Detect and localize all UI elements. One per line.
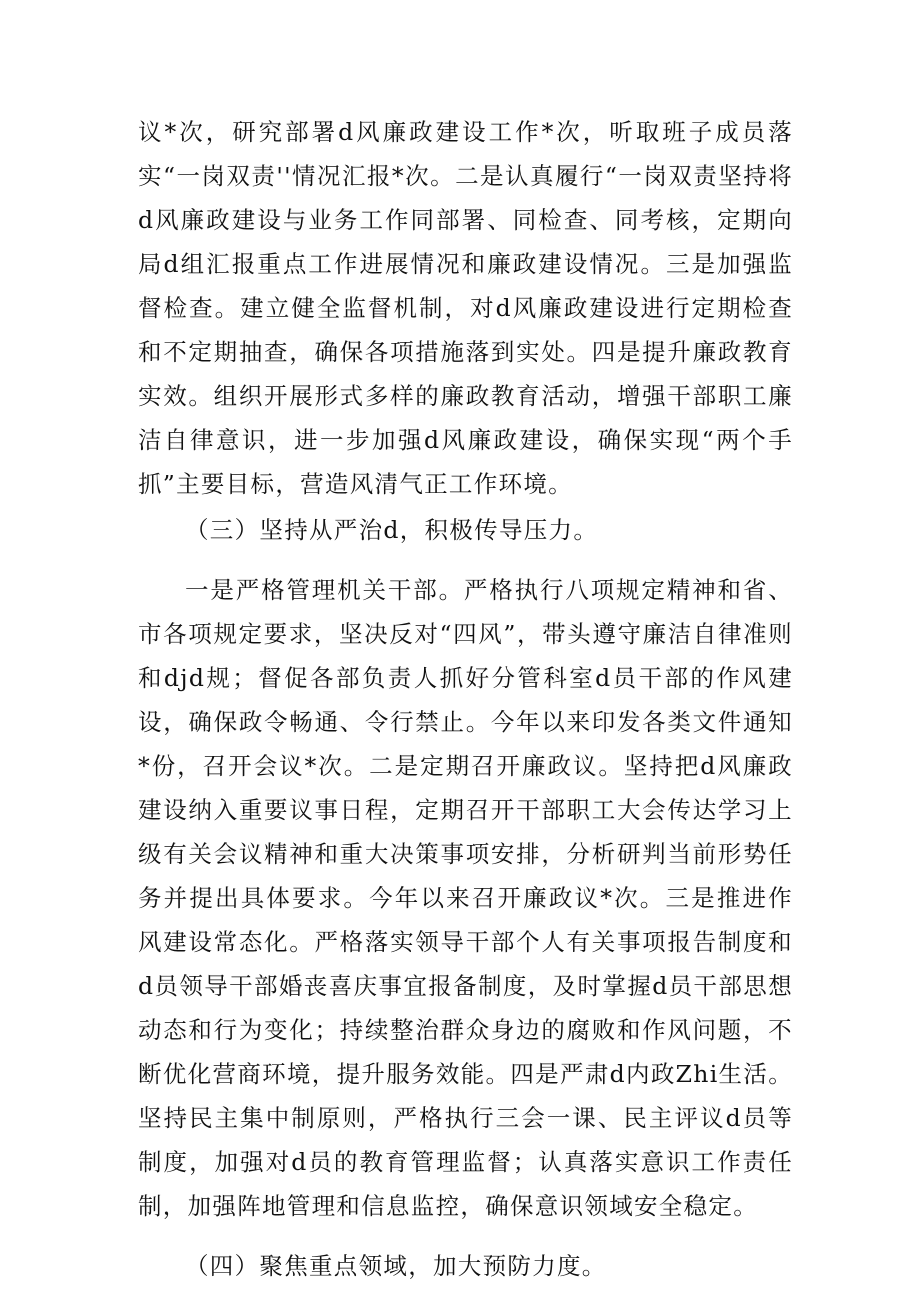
section-heading-3: （三）坚持从严治d，积极传导压力。 [185, 516, 599, 544]
section-heading-4: （四）聚焦重点领域，加大预防力度。 [185, 1252, 607, 1280]
paragraph-strict-governance: 一是严格管理机关干部。严格执行八项规定精神和省、市各项规定要求，坚决反对“四风”，带头遵守廉洁自律准则和djd规；督促各部负责人抓好分管科室d员干部的作风建设，确保政令畅通、令行禁止。今年以来印发各类文件通知*份，召开会议*次。二是定期召开廉政议。坚持把d风廉政建设纳入重要议事日程，定期召开干部职工大会传达学习上级有关会议精神和重大决策事项安排，分析研判当前形势任务并提出具体要求。今年以来召开廉政议*次。三是推进作风建设常态化。严格落实领导干部个人有关事项报告制度和d员领导干部婚丧喜庆事宜报备制度，及时掌握d员干部思想动态和行为变化；持续整治群众身边的腐败和作风问题，不断优化营商环境，提升服务效能。四是严肃d内政Zhi生活。坚持民主集中制原则，严格执行三会一课、民主评议d员等制度，加强对d员的教育管理监督；认真落实意识工作责任制，加强阵地管理和信息监控，确保意识领域安全稳定。 [138, 576, 793, 1220]
document-body [138, 110, 793, 1288]
paragraph-party-conduct-work: 议*次，研究部署d风廉政建设工作*次，听取班子成员落实“一岗双责''情况汇报*次。二是认真履行“一岗双责坚持将d风廉政建设与业务工作同部署、同检查、同考核，定期向局d组汇报重点工作进展情况和廉政建设情况。三是加强监督检查。建立健全监督机制，对d风廉政建设进行定期检查和不定期抽查，确保各项措施落到实处。四是提升廉政教育实效。组织开展形式多样的廉政教育活动，增强干部职工廉洁自律意识，进一步加强d风廉政建设，确保实现“两个手抓”主要目标，营造风清气正工作环境。 [138, 118, 793, 498]
paragraph-spacer [138, 1228, 793, 1244]
paragraph-spacer [138, 552, 793, 568]
